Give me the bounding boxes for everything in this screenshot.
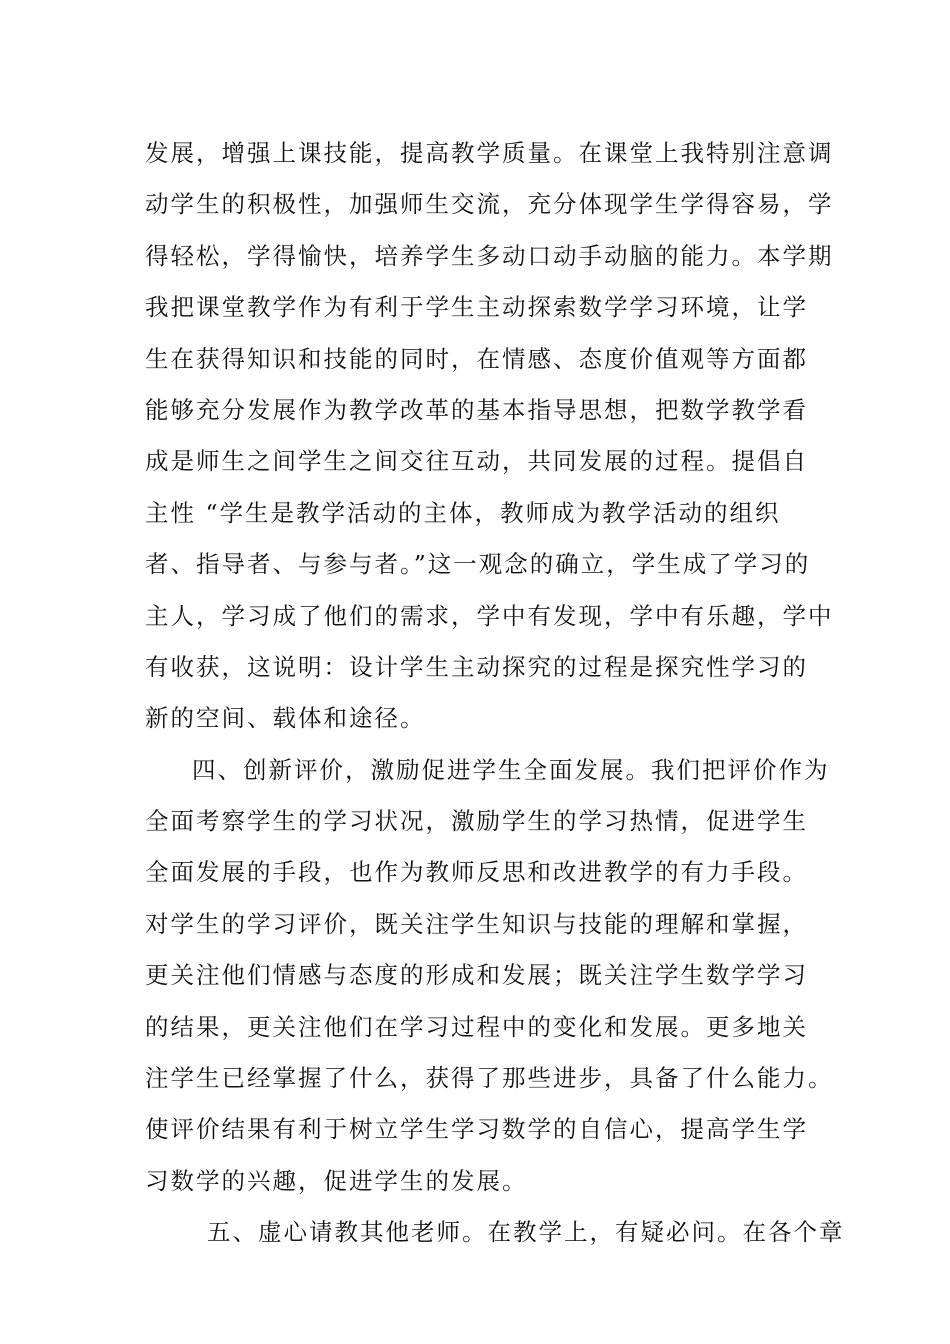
- text-line: 主人，学习成了他们的需求，学中有发现，学中有乐趣，学中: [145, 601, 834, 630]
- text-line: 新的空间、载体和途径。: [145, 704, 426, 733]
- text-line: 习数学的兴趣，促进学生的发展。: [145, 1166, 528, 1195]
- text-line: 者、指导者、与参与者。”这一观念的确立，学生成了学习的: [145, 550, 811, 579]
- text-line: 发展，增强上课技能，提高教学质量。在课堂上我特别注意调: [145, 139, 834, 167]
- text-line: 动学生的积极性，加强师生交流，充分体现学生学得容易，学: [145, 190, 834, 219]
- text-line: 主性 “学生是教学活动的主体，教师成为教学活动的组织: [145, 498, 781, 527]
- text-line: 成是师生之间学生之间交往互动，共同发展的过程。提倡自: [145, 447, 808, 476]
- section-four-heading-line: 四、创新评价，激励促进学生全面发展。我们把评价作为: [192, 755, 830, 784]
- body-text: [145, 128, 845, 1259]
- text-line: 我把课堂教学作为有利于学生主动探索数学学习环境，让学: [145, 293, 808, 322]
- text-line: 有收获，这说明：设计学生主动探究的过程是探究性学习的: [145, 652, 808, 681]
- text-line: 的结果，更关注他们在学习过程中的变化和发展。更多地关: [145, 1012, 808, 1041]
- text-line: 使评价结果有利于树立学生学习数学的自信心，提高学生学: [145, 1115, 808, 1144]
- section-five-heading-line: 五、虚心请教其他老师。在教学上，有疑必问。在各个章: [207, 1218, 845, 1247]
- text-line: 能够充分发展作为教学改革的基本指导思想，把数学教学看: [145, 395, 808, 424]
- text-line: 更关注他们情感与态度的形成和发展；既关注学生数学学习: [145, 961, 808, 990]
- text-line: 全面发展的手段，也作为教师反思和改进教学的有力手段。: [145, 858, 808, 887]
- text-line: 生在获得知识和技能的同时，在情感、态度价值观等方面都: [145, 344, 808, 373]
- text-line: 对学生的学习评价，既关注学生知识与技能的理解和掌握，: [145, 909, 808, 938]
- text-line: 得轻松，学得愉快，培养学生多动口动手动脑的能力。本学期: [145, 241, 834, 270]
- text-line: 全面考察学生的学习状况，激励学生的学习热情，促进学生: [145, 807, 808, 836]
- text-line: 注学生已经掌握了什么，获得了那些进步，具备了什么能力。: [145, 1064, 834, 1093]
